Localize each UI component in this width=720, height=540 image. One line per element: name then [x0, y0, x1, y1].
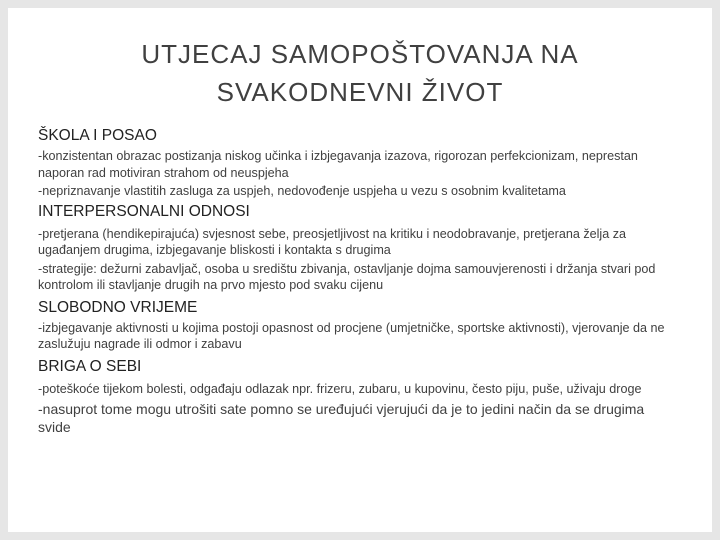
slide-title-line-1: UTJECAJ SAMOPOŠTOVANJA NA: [141, 39, 579, 69]
title-box: [16, 16, 704, 130]
section-paragraph: -strategije: dežurni zabavljač, osoba u središtu zbivanja, ostavljanje dojma samouvjerenosti i držanja stvari pod kontrolom ili stavljanje drugih na prvo mjesto pod svaku cijenu: [38, 261, 656, 292]
section-paragraph: -nepriznavanje vlastitih zasluga za uspjeh, nedovođenje uspjeha u vezu s osobnim kvalitetama: [38, 184, 566, 198]
section-paragraph: -pretjerana (hendikepirajuća) svjesnost sebe, preosjetljivost na kritiku i neodobravanje, pretjerana želja za ugađanjem drugima, izbjegavanje bliskosti i kontakta s drugima: [38, 226, 627, 257]
section-paragraph: -poteškoće tijekom bolesti, odgađaju odlazak npr. frizeru, zubaru, u kupovinu, često piju, puše, uživaju droge: [38, 381, 642, 396]
slide-title-line-2: SVAKODNEVNI ŽIVOT: [216, 77, 504, 107]
section-heading: ŠKOLA I POSAO: [38, 127, 157, 144]
slide-content: [38, 126, 670, 436]
section-paragraph: -nasuprot tome mogu utrošiti sate pomno se uređujući vjerujući da je to jedini način da se drugima svide: [38, 401, 645, 435]
section-heading: INTERPERSONALNI ODNOSI: [38, 202, 250, 220]
section-interpersonalni-odnosi: [38, 202, 670, 294]
section-briga-o-sebi: [38, 357, 670, 437]
section-heading: SLOBODNO VRIJEME: [38, 298, 198, 316]
section-skola-i-posao: [38, 126, 670, 200]
section-heading: BRIGA O SEBI: [38, 357, 142, 375]
section-paragraph: -konzistentan obrazac postizanja niskog učinka i izbjegavanja izazova, rigorozan perfekcionizam, neprestan naporan rad motiviran strahom od neuspjeha: [38, 149, 638, 180]
section-slobodno-vrijeme: [38, 298, 670, 353]
section-paragraph: -izbjegavanje aktivnosti u kojima postoji opasnost od procjene (umjetničke, sportske aktivnosti), vjerovanje da ne zaslužuju nagrade ili odmor i zabavu: [38, 320, 665, 351]
